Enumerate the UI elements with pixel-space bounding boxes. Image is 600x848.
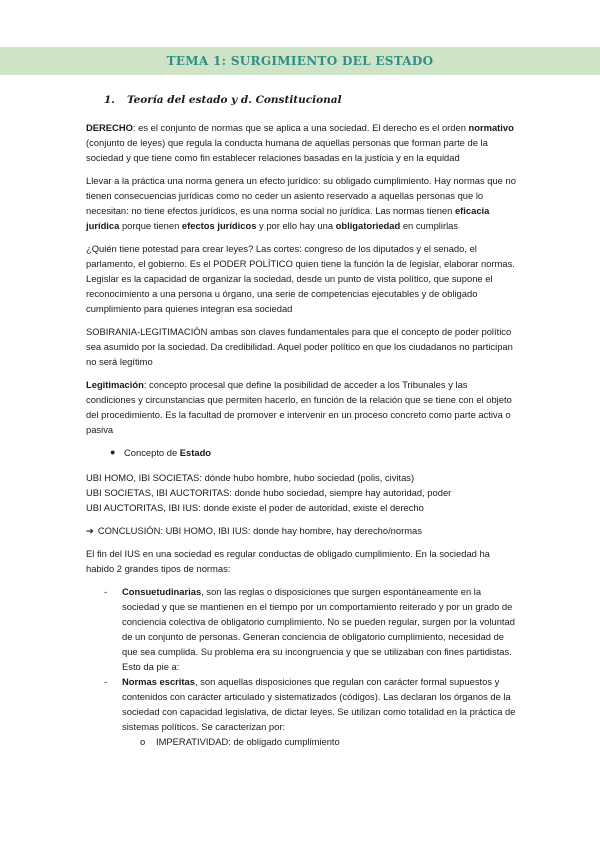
list-item-text [122,674,518,734]
latin-maxims [86,470,518,515]
conclusion-text: CONCLUSIÓN: UBI HOMO, IBI IUS: donde hay hombre, hay derecho/normas [97,525,422,536]
paragraph-text: : es el conjunto de normas que se aplica a una sociedad. El derecho es el orden [132,122,469,133]
bullet-icon: ● [110,447,116,457]
paragraph-fin-ius: El fin del IUS en una sociedad es regular conductas de obligado cumplimiento. En la sociedad ha habido 2 grandes tipos de normas: [86,548,490,574]
paragraph-text: y por ello hay una [256,220,336,231]
term-estado: Estado [179,447,212,458]
paragraph-efecto-juridico [86,173,518,233]
dash-marker: - [104,586,108,597]
sub-item-imperatividad [140,734,518,749]
latin-line: UBI AUCTORITAS, IBI IUS: donde existe el poder de autoridad, existe el derecho [86,502,424,513]
dash-marker: - [104,676,108,687]
term-normas-escritas: Normas escritas [122,676,195,687]
paragraph-legitimacion [86,377,518,437]
bullet-text [124,445,211,460]
arrow-icon: ➔ [86,525,94,536]
term-normativo: normativo [468,122,514,133]
latin-line: UBI SOCIETAS, IBI AUCTORITAS: donde hubo sociedad, siempre hay autoridad, poder [86,487,452,498]
circle-marker: o [140,736,146,747]
sub-item-text: IMPERATIVIDAD: de obligado cumplimiento [156,736,340,747]
paragraph-text: en cumplirlas [400,220,459,231]
list-item-normas-escritas [104,674,518,734]
list-item-body: , son las reglas o disposiciones que surgen espontáneamente en la sociedad y que se mantienen en el tiempo por un comportamiento reiterado y por un grado de conciencia colectiva de obligatorio cumplimiento. No se pueden regular, surgen por la voluntad de un conjunto de personas. Generan conciencia de obligatorio cumplimiento, necesidad de que sea cumplida. Su problema era su incongruencia y que se utilizaban con fines partidistas. Esto da pie a: [122,586,515,672]
section-heading [104,92,518,108]
paragraph-soberania: SOBIRANIA-LEGITIMACIÓN ambas son claves fundamentales para que el concepto de poder político sea asumido por la sociedad. Da credibilidad. Aquel poder político en que los ciudadanos no participan no será legítimo [86,326,513,367]
document-body [86,92,518,749]
list-item-consuetudinarias [104,584,518,674]
list-item-text [122,584,518,674]
latin-line: UBI HOMO, IBI SOCIETAS: dónde hubo hombre, hubo sociedad (polis, civitas) [86,472,415,483]
list-item-body: , son aquellas disposiciones que regulan con carácter formal supuestos y contenidos con carácter articulado y sistematizados (códigos). Las declaran los órganos de la sociedad con capacidad legislativa, de dictar leyes. Se utilizan como totalidad en la práctica de sistemas políticos. Se caracterizan por: [122,676,516,732]
bullet-label: Concepto de [124,447,180,458]
term-efectos: efectos jurídicos [181,220,257,231]
term-derecho: DERECHO [86,122,133,133]
paragraph-poder-politico: ¿Quién tiene potestad para crear leyes? Las cortes: congreso de los diputados y el senado, el parlamento, el gobierno. Es el PODER POLÍTICO quien tiene la función la de legislar, elaborar normas. Legislar es la capacidad de organizar la sociedad, desde un punto de vista político, que supone el reconocimiento a una persona u órgano, una serie de competencias ejecutables y de obligado cumplimiento para quienes integran esa sociedad [86,243,515,314]
paragraph-text: Llevar a la práctica una norma genera un efecto jurídico: su obligado cumplimiento. Hay normas que no tienen consecuencias jurídicas como no ceder un asiento reservado a aquellas personas que lo necesitan: no tiene efectos jurídicos, es una norma social no jurídica. Las normas tienen [86,175,516,216]
term-obligatoriedad: obligatoriedad [335,220,401,231]
bullet-concepto-estado [110,445,518,460]
paragraph-text: (conjunto de leyes) que regula la conducta humana de aquellas personas que forman parte de la sociedad y que tiene como fin establecer relaciones basadas en la justicia y en la equidad [86,137,488,163]
paragraph-text: : concepto procesal que define la posibilidad de acceder a los Tribunales y las condiciones y circunstancias que permiten hacerlo, en función de la relación que se tiene con el objeto del procedimiento. Es la facultad de promover e intervenir en un proceso concreto como parte activa o pasiva [86,379,512,435]
conclusion [86,523,518,538]
page-title: TEMA 1: SURGIMIENTO DEL ESTADO [166,54,434,68]
term-consuetudinarias: Consuetudinarias [122,586,202,597]
paragraph-text: porque tienen [119,220,182,231]
header-band [0,47,600,75]
section-number: 1. [104,94,115,106]
term-legitimacion: Legitimación [86,379,144,390]
section-title: Teoría del estado y d. Constitucional [126,94,342,106]
paragraph-derecho [86,120,518,165]
term-eficacia: eficacia jurídica [86,205,490,231]
